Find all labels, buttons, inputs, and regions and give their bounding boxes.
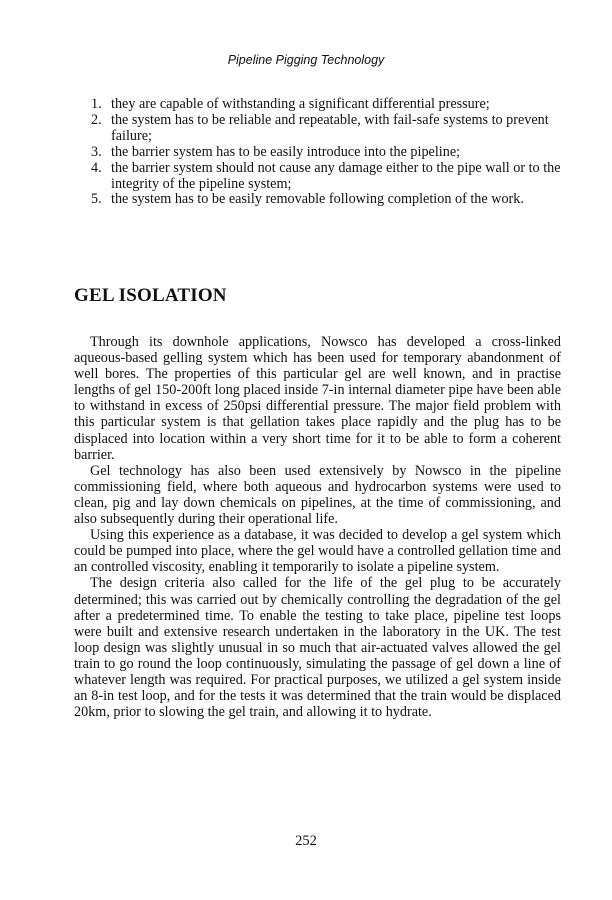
list-item-number: 2. xyxy=(91,111,102,128)
list-item xyxy=(91,97,561,113)
list-item xyxy=(91,113,561,145)
paragraph: Using this experience as a database, it was decided to develop a gel system which could be pumped into place, where the gel would have a controlled gellation time and an controlled viscosity, enabling it temporarily to isolate a pipeline system. xyxy=(74,527,561,576)
paragraph: The design criteria also called for the life of the gel plug to be accurately determined; this was carried out by chemically controlling the degradation of the gel after a predetermined time. To enable the testing to take place, pipeline test loops were built and extensive research undertaken in the laboratory in the UK. The test loop design was slightly unusual in so much that air-actuated valves allowed the gel train to go round the loop continuously, simulating the passage of gel down a line of whatever length was required. For practical purposes, we utilized a gel system inside an 8-in test loop, and for the tests it was determined that the train would be displaced 20km, prior to slowing the gel train, and allowing it to hydrate. xyxy=(74,575,561,721)
list-item xyxy=(91,145,561,161)
list-item-number: 3. xyxy=(91,143,102,160)
list-item-number: 5. xyxy=(91,191,102,208)
list-item-text: the barrier system should not cause any damage either to the pipe wall or to the integrity of the pipeline system; xyxy=(111,159,561,192)
section-body xyxy=(74,334,561,720)
requirements-list xyxy=(91,97,561,208)
page-number: 252 xyxy=(295,833,317,849)
list-item-text: the barrier system has to be easily introduce into the pipeline; xyxy=(111,143,461,160)
list-item-text: they are capable of withstanding a significant differential pressure; xyxy=(111,96,490,112)
list-item-text: the system has to be reliable and repeatable, with fail-safe systems to prevent failure; xyxy=(111,111,549,144)
list-item xyxy=(91,192,561,208)
list-item-number: 4. xyxy=(91,159,102,176)
list-item-number: 1. xyxy=(91,96,102,112)
paragraph: Gel technology has also been used extensively by Nowsco in the pipeline commissioning field, where both aqueous and hydrocarbon systems were used to clean, pig and lay down chemicals on pipelines, at the time of commissioning, and also subsequently during their operational life. xyxy=(74,462,561,528)
running-head: Pipeline Pigging Technology xyxy=(227,53,385,67)
paragraph: Through its downhole applications, Nowsco has developed a cross-linked aqueous-based gelling system which has been used for temporary abandonment of well bores. The properties of this particular gel are well known, and in practise lengths of gel 150-200ft long placed inside 7-in internal diameter pipe have been able to withstand in excess of 250psi differential pressure. The major field problem with this particular system is that gellation takes place rapidly and the plug has to be displaced into location within a very short time for it to be able to form a coherent barrier. xyxy=(74,334,561,463)
list-item-text: the system has to be easily removable following completion of the work. xyxy=(111,191,524,208)
list-item xyxy=(91,161,561,193)
section-heading: GEL ISOLATION xyxy=(74,285,227,306)
